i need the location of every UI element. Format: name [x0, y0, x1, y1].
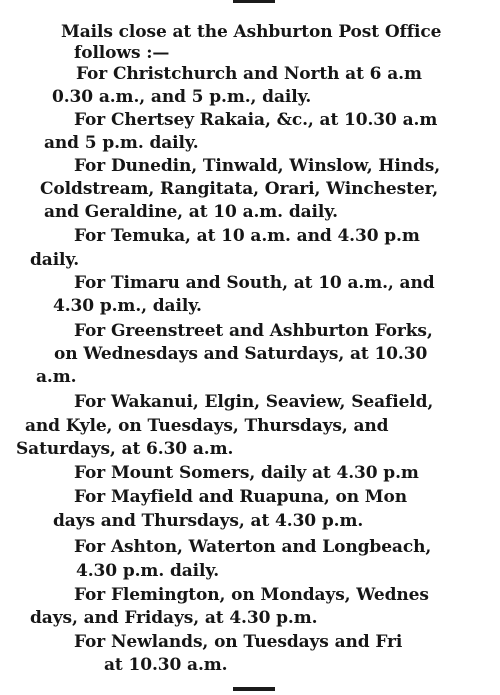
notice-line: For Mayfield and Ruapuna, on Mon [74, 487, 407, 507]
notice-line: For Chertsey Rakaia, &c., at 10.30 a.m [74, 110, 438, 130]
notice-line: For Timaru and South, at 10 a.m., and [74, 273, 435, 293]
notice-line: For Mount Somers, daily at 4.30 p.m [74, 463, 419, 483]
notice-line: For Dunedin, Tinwald, Winslow, Hinds, [74, 156, 441, 176]
notice-line: Coldstream, Rangitata, Orari, Winchester, [40, 179, 439, 199]
notice-line: and Geraldine, at 10 a.m. daily. [44, 202, 338, 222]
notice-line: For Temuka, at 10 a.m. and 4.30 p.m [74, 226, 420, 246]
notice-line: and Kyle, on Tuesdays, Thursdays, and [25, 416, 389, 436]
notice-line: and 5 p.m. daily. [44, 133, 199, 153]
notice-line: For Greenstreet and Ashburton Forks, [74, 321, 433, 341]
notice-line: at 10.30 a.m. [104, 655, 228, 675]
bottom-divider-rule [233, 687, 275, 691]
notice-line: on Wednesdays and Saturdays, at 10.30 [54, 344, 428, 364]
notice-line: For Wakanui, Elgin, Seaview, Seafield, [74, 392, 434, 412]
notice-line: daily. [30, 250, 80, 270]
notice-line: For Ashton, Waterton and Longbeach, [74, 537, 432, 557]
notice-line: For Flemington, on Mondays, Wednes [74, 585, 429, 605]
notice-line: For Newlands, on Tuesdays and Fri [74, 632, 403, 652]
notice-heading: Mails close at the Ashburton Post Office [61, 22, 442, 42]
notice-line: days, and Fridays, at 4.30 p.m. [30, 608, 318, 628]
notice-line: days and Thursdays, at 4.30 p.m. [53, 511, 364, 531]
notice-line: Saturdays, at 6.30 a.m. [16, 439, 234, 459]
notice-line: a.m. [36, 367, 77, 387]
notice-line: 4.30 p.m. daily. [76, 561, 220, 581]
notice-line: follows :— [74, 43, 170, 63]
notice-line: 0.30 a.m., and 5 p.m., daily. [52, 87, 312, 107]
notice-line: For Christchurch and North at 6 a.m [76, 64, 422, 84]
notice-line: 4.30 p.m., daily. [53, 296, 202, 316]
